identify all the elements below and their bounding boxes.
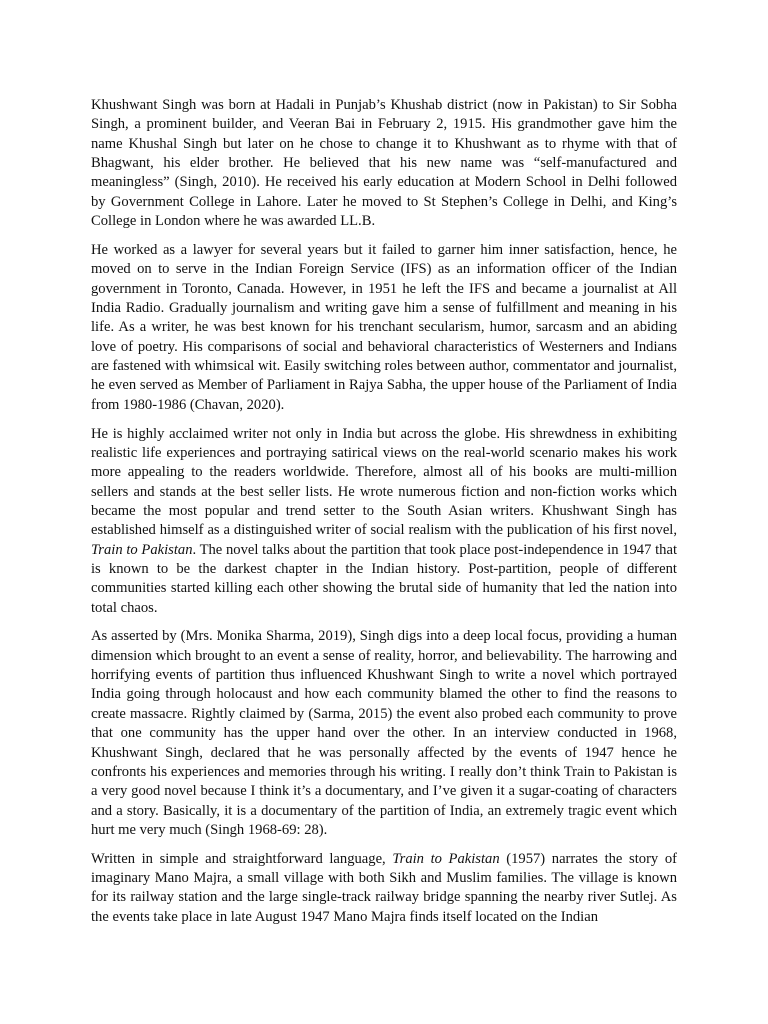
paragraph-1-text: Khushwant Singh was born at Hadali in Punjab’s Khushab district (now in Pakistan) to Sir Sobha Singh, a prominent builder, and Veeran Bai in February 2, 1915. His grandmother gave him the name Khushal Singh but later on he chose to change it to Khushwant as to rhyme with that of Bhagwant, his elder brother. He believed that his new name was “self-manufactured and meaningless” (Singh, 2010). He received his early education at Modern School in Delhi followed by Government College in Lahore. Later he moved to St Stephen’s College in Delhi, and King’s College in London where he was awarded LL.B.: [91, 97, 677, 230]
paragraph-4: [91, 627, 677, 840]
paragraph-2-text: He worked as a lawyer for several years but it failed to garner him inner satisfaction, hence, he moved on to serve in the Indian Foreign Service (IFS) as an information officer of the Indian government in Toronto, Canada. However, in 1951 he left the IFS and became a journalist at All India Radio. Gradually journalism and writing gave him a sense of fulfillment and meaning in his life. As a writer, he was best known for his trenchant secularism, humor, sarcasm and an abiding love of poetry. His comparisons of social and behavioral characteristics of Westerners and Indians are fastened with whimsical wit. Easily switching roles between author, commentator and journalist, he even served as Member of Parliament in Rajya Sabha, the upper house of the Parliament of India from 1980-1986 (Chavan, 2020).: [91, 241, 677, 413]
document-page: [91, 96, 677, 937]
paragraph-1: [91, 96, 677, 231]
paragraph-3-text-end: . The novel talks about the partition that took place post-independence in 1947 that is known to be the darkest chapter in the Indian history. Post-partition, people of different communities started killing each other showing the brutal side of humanity that led the nation into total chaos.: [91, 541, 677, 616]
paragraph-5-text-start: Written in simple and straightforward language,: [91, 850, 393, 867]
novel-title-italic: Train to Pakistan: [91, 541, 193, 558]
paragraph-4-text: As asserted by (Mrs. Monika Sharma, 2019), Singh digs into a deep local focus, providing a human dimension which brought to an event a sense of reality, horror, and believability. The harrowing and horrifying events of partition thus influenced Khushwant Singh to write a novel which portrayed India going through holocaust and how each community blamed the other to find the reasons to create massacre. Rightly claimed by (Sarma, 2015) the event also probed each community to prove that one community has the upper hand over the other. In an interview conducted in 1968, Khushwant Singh, declared that he was personally affected by the events of 1947 hence he confronts his experiences and memories through his writing. I really don’t think Train to Pakistan is a very good novel because I think it’s a documentary, and I’ve given it a sugar-coating of characters and a story. Basically, it is a documentary of the partition of India, an extremely tragic event which hurt me very much (Singh 1968-69: 28).: [91, 628, 677, 838]
paragraph-3: [91, 425, 677, 618]
paragraph-3-text-start: He is highly acclaimed writer not only in India but across the globe. His shrewdness in exhibiting realistic life experiences and portraying satirical views on the real-world scenario makes his work more appealing to the readers worldwide. Therefore, almost all of his books are multi-million sellers and stands at the best seller lists. He wrote numerous fiction and non-fiction works which became the most popular and trend setter to the South Asian writers. Khushwant Singh has established himself as a distinguished writer of social realism with the publication of his first novel,: [91, 425, 677, 539]
paragraph-5-text-end: (1957) narrates the story of imaginary Mano Majra, a small village with both Sikh and Muslim families. The village is known for its railway station and the large single-track railway bridge spanning the nearby river Sutlej. As the events take place in late August 1947 Mano Majra finds itself located on the Indian: [91, 850, 677, 925]
paragraph-2: [91, 241, 677, 415]
novel-title-italic: Train to Pakistan: [392, 850, 500, 867]
paragraph-5: [91, 850, 677, 927]
